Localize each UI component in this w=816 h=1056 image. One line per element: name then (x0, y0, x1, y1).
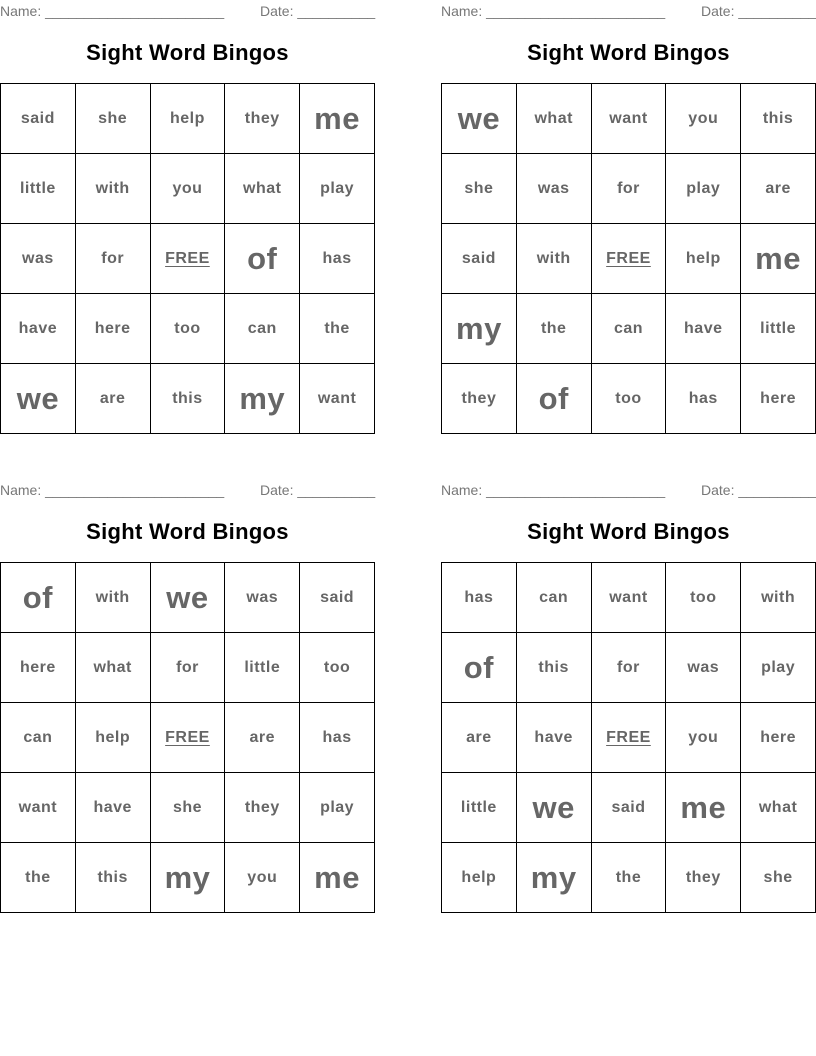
word-cell: she (75, 84, 150, 154)
word-cell: have (516, 703, 591, 773)
word-cell: here (741, 364, 816, 434)
bingo-row (1, 154, 375, 224)
card-header (441, 482, 816, 500)
word-cell: my (442, 294, 517, 364)
word-cell: can (1, 703, 76, 773)
card-title: Sight Word Bingos (527, 519, 730, 544)
word-cell: me (300, 843, 375, 913)
word-cell: they (225, 84, 300, 154)
word-cell: little (225, 633, 300, 703)
word-cell: we (1, 364, 76, 434)
bingo-row (442, 773, 816, 843)
bingo-row (1, 563, 375, 633)
word-cell: has (300, 703, 375, 773)
word-cell: this (75, 843, 150, 913)
word-cell: for (150, 633, 225, 703)
word-cell: said (591, 773, 666, 843)
name-field-label: Name: _______________________ (0, 3, 225, 19)
word-cell: me (300, 84, 375, 154)
word-cell: the (591, 843, 666, 913)
word-cell: you (666, 84, 741, 154)
word-cell: of (516, 364, 591, 434)
card-title: Sight Word Bingos (86, 40, 289, 65)
word-cell: they (225, 773, 300, 843)
word-cell: me (666, 773, 741, 843)
bingo-grid (0, 83, 375, 434)
word-cell: too (591, 364, 666, 434)
word-cell: here (741, 703, 816, 773)
word-cell: help (442, 843, 517, 913)
word-cell: play (741, 633, 816, 703)
word-cell: with (75, 563, 150, 633)
name-field-label: Name: _______________________ (441, 482, 666, 498)
word-cell: has (442, 563, 517, 633)
word-cell: what (516, 84, 591, 154)
word-cell: said (300, 563, 375, 633)
word-cell: with (741, 563, 816, 633)
word-cell: was (1, 224, 76, 294)
bingo-row (442, 84, 816, 154)
bingo-row (1, 703, 375, 773)
word-cell: me (741, 224, 816, 294)
bingo-grid (441, 83, 816, 434)
word-cell: too (150, 294, 225, 364)
word-cell: play (300, 773, 375, 843)
word-cell: she (150, 773, 225, 843)
bingo-row (1, 84, 375, 154)
word-cell: this (150, 364, 225, 434)
word-cell: what (225, 154, 300, 224)
word-cell: the (1, 843, 76, 913)
word-cell: little (442, 773, 517, 843)
word-cell: play (666, 154, 741, 224)
bingo-row (1, 633, 375, 703)
word-cell: was (516, 154, 591, 224)
word-cell: what (75, 633, 150, 703)
word-cell: was (666, 633, 741, 703)
free-space-cell: FREE (150, 224, 225, 294)
word-cell: help (75, 703, 150, 773)
word-cell: we (150, 563, 225, 633)
word-cell: have (75, 773, 150, 843)
word-cell: are (741, 154, 816, 224)
word-cell: my (516, 843, 591, 913)
date-field-label: Date: __________ (260, 482, 376, 498)
word-cell: too (666, 563, 741, 633)
word-cell: my (150, 843, 225, 913)
word-cell: we (442, 84, 517, 154)
word-cell: want (591, 563, 666, 633)
word-cell: the (300, 294, 375, 364)
word-cell: you (666, 703, 741, 773)
word-cell: you (225, 843, 300, 913)
word-cell: she (442, 154, 517, 224)
word-cell: she (741, 843, 816, 913)
word-cell: want (1, 773, 76, 843)
word-cell: are (225, 703, 300, 773)
bingo-row (1, 224, 375, 294)
word-cell: of (1, 563, 76, 633)
word-cell: can (516, 563, 591, 633)
name-field-label: Name: _______________________ (441, 3, 666, 19)
word-cell: of (225, 224, 300, 294)
word-cell: here (75, 294, 150, 364)
bingo-row (442, 294, 816, 364)
bingo-row (442, 224, 816, 294)
word-cell: said (442, 224, 517, 294)
bingo-row (442, 364, 816, 434)
word-cell: with (75, 154, 150, 224)
word-cell: too (300, 633, 375, 703)
word-cell: want (591, 84, 666, 154)
word-cell: they (442, 364, 517, 434)
word-cell: for (75, 224, 150, 294)
word-cell: little (741, 294, 816, 364)
date-field-label: Date: __________ (701, 3, 816, 19)
bingo-grid (441, 562, 816, 913)
word-cell: said (1, 84, 76, 154)
word-cell: my (225, 364, 300, 434)
word-cell: here (1, 633, 76, 703)
word-cell: what (741, 773, 816, 843)
word-cell: have (666, 294, 741, 364)
card-header (0, 3, 375, 21)
word-cell: this (741, 84, 816, 154)
bingo-row (442, 154, 816, 224)
word-cell: for (591, 633, 666, 703)
word-cell: the (516, 294, 591, 364)
word-cell: of (442, 633, 517, 703)
bingo-row (1, 294, 375, 364)
bingo-grid (0, 562, 375, 913)
name-field-label: Name: _______________________ (0, 482, 225, 498)
bingo-row (1, 843, 375, 913)
word-cell: was (225, 563, 300, 633)
word-cell: can (225, 294, 300, 364)
word-cell: want (300, 364, 375, 434)
word-cell: have (1, 294, 76, 364)
date-field-label: Date: __________ (260, 3, 376, 19)
date-field-label: Date: __________ (701, 482, 816, 498)
word-cell: help (150, 84, 225, 154)
free-space-cell: FREE (591, 703, 666, 773)
free-space-cell: FREE (591, 224, 666, 294)
card-title: Sight Word Bingos (86, 519, 289, 544)
bingo-row (1, 364, 375, 434)
word-cell: has (666, 364, 741, 434)
word-cell: this (516, 633, 591, 703)
word-cell: help (666, 224, 741, 294)
card-title: Sight Word Bingos (527, 40, 730, 65)
word-cell: little (1, 154, 76, 224)
word-cell: with (516, 224, 591, 294)
word-cell: for (591, 154, 666, 224)
word-cell: can (591, 294, 666, 364)
bingo-row (442, 843, 816, 913)
free-space-cell: FREE (150, 703, 225, 773)
word-cell: they (666, 843, 741, 913)
card-header (0, 482, 375, 500)
word-cell: are (75, 364, 150, 434)
card-header (441, 3, 816, 21)
bingo-row (1, 773, 375, 843)
word-cell: play (300, 154, 375, 224)
word-cell: are (442, 703, 517, 773)
word-cell: you (150, 154, 225, 224)
word-cell: has (300, 224, 375, 294)
word-cell: we (516, 773, 591, 843)
bingo-row (442, 703, 816, 773)
bingo-row (442, 633, 816, 703)
bingo-row (442, 563, 816, 633)
